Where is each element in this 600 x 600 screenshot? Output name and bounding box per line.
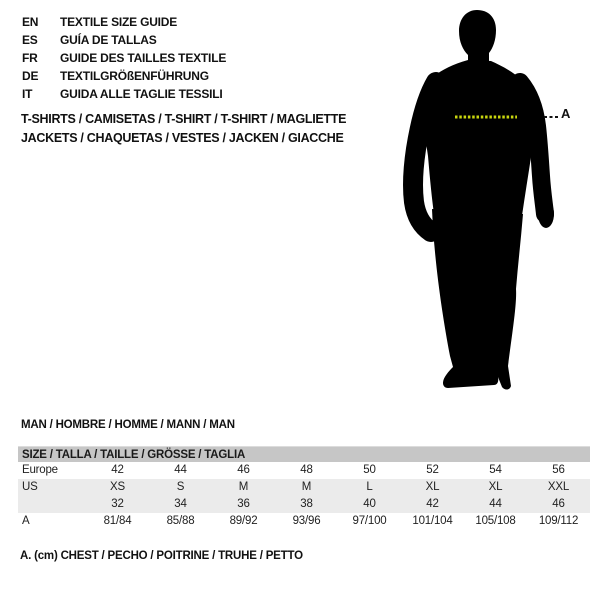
garment-categories: [21, 110, 346, 148]
list-item: [22, 49, 226, 67]
table-cell: 54: [489, 464, 502, 476]
row-label: A: [22, 515, 30, 527]
category-tshirts: T-SHIRTS / CAMISETAS / T-SHIRT / T-SHIRT / MAGLIETTE: [21, 112, 347, 126]
language-code: EN: [22, 15, 39, 29]
man-silhouette-graphic: [398, 4, 573, 402]
table-cell: M: [238, 481, 249, 493]
table-cell: 85/88: [166, 515, 195, 527]
table-cell: XL: [488, 481, 503, 493]
table-cell: 81/84: [103, 515, 132, 527]
table-cell: 42: [426, 498, 439, 510]
section-title-man: MAN / HOMBRE / HOMME / MANN / MAN: [21, 419, 235, 431]
category-jackets: JACKETS / CHAQUETAS / VESTES / JACKEN / GIACCHE: [21, 131, 344, 145]
language-code: FR: [22, 51, 38, 65]
row-label: [18, 496, 86, 513]
table-cell: 44: [489, 498, 502, 510]
language-code: IT: [22, 87, 33, 101]
table-cell: 97/100: [352, 515, 387, 527]
table-row-us: [18, 479, 590, 496]
list-item: [22, 85, 226, 103]
language-title: TEXTILGRÖßENFÜHRUNG: [60, 69, 209, 83]
table-cell: 48: [300, 464, 313, 476]
table-cell: 36: [237, 498, 250, 510]
table-cell: 32: [111, 498, 124, 510]
footnote-chest-measure: A. (cm) CHEST / PECHO / POITRINE / TRUHE / PETTO: [20, 550, 303, 562]
table-cell: 93/96: [292, 515, 321, 527]
table-row-uk-numeric: [18, 496, 590, 513]
table-cell: 52: [426, 464, 439, 476]
table-cell: M: [301, 481, 312, 493]
size-table: [18, 446, 590, 530]
table-cell: L: [366, 481, 373, 493]
language-code: DE: [22, 69, 39, 83]
measure-label-a: A: [561, 106, 571, 121]
table-cell: 56: [552, 464, 565, 476]
table-cell: 89/92: [229, 515, 258, 527]
table-cell: 40: [363, 498, 376, 510]
table-cell: XL: [425, 481, 440, 493]
list-item: [22, 31, 226, 49]
measurement-figure: [398, 4, 573, 402]
table-cell: XS: [110, 481, 125, 493]
table-cell: S: [176, 481, 185, 493]
table-cell: 34: [174, 498, 187, 510]
table-cell: 44: [174, 464, 187, 476]
table-cell: 46: [237, 464, 250, 476]
table-row-europe: [18, 462, 590, 479]
list-item: [22, 13, 226, 31]
table-cell: 50: [363, 464, 376, 476]
table-cell: XXL: [547, 481, 570, 493]
table-cell: 38: [300, 498, 313, 510]
language-code: ES: [22, 33, 38, 47]
language-title: GUÍA DE TALLAS: [60, 33, 157, 47]
row-label: US: [22, 481, 38, 493]
language-title: TEXTILE SIZE GUIDE: [60, 15, 178, 29]
language-title: GUIDE DES TAILLES TEXTILE: [60, 51, 227, 65]
table-cell: 105/108: [475, 515, 516, 527]
table-cell: 46: [552, 498, 565, 510]
table-row-chest-a: [18, 513, 590, 530]
table-cell: 101/104: [412, 515, 453, 527]
list-item: [22, 67, 226, 85]
table-cell: 42: [111, 464, 124, 476]
table-cell: 109/112: [538, 515, 579, 527]
table-header-size: SIZE / TALLA / TAILLE / GRÖSSE / TAGLIA: [18, 446, 590, 462]
language-title-list: [22, 13, 226, 103]
row-label: Europe: [22, 464, 58, 476]
language-title: GUIDA ALLE TAGLIE TESSILI: [60, 87, 223, 101]
